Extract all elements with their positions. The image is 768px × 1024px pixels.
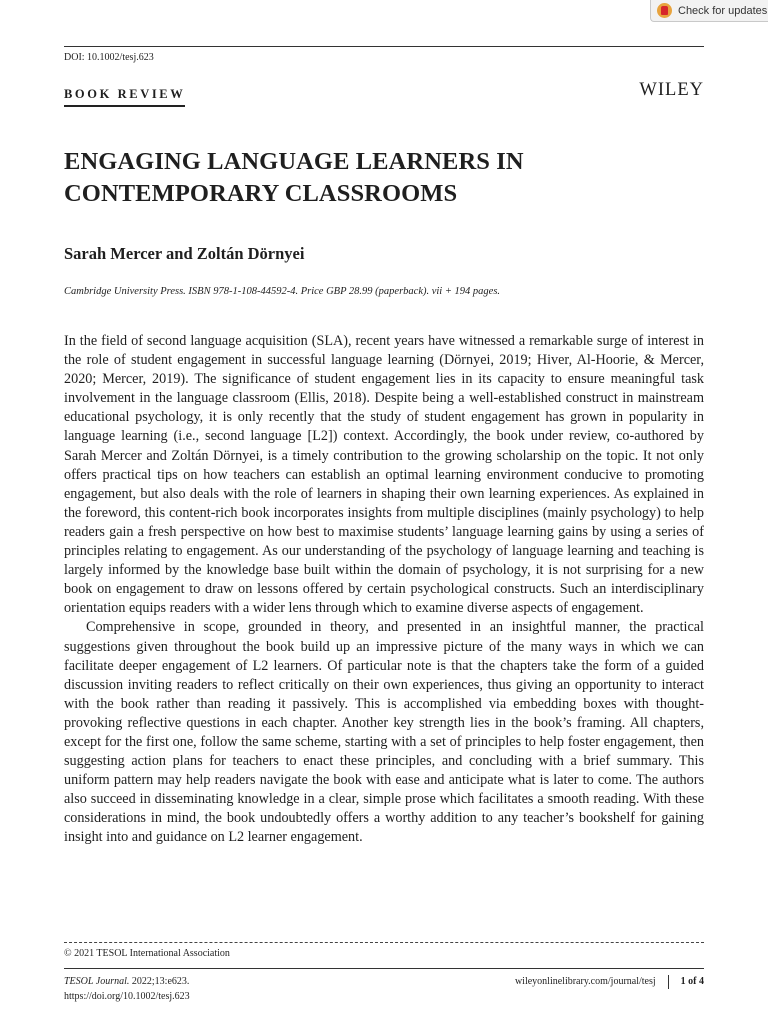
doi: DOI: 10.1002/tesj.623 bbox=[64, 52, 154, 63]
footer-rule bbox=[64, 968, 704, 969]
authors: Sarah Mercer and Zoltán Dörnyei bbox=[64, 244, 305, 263]
journal-name: TESOL Journal. bbox=[64, 976, 130, 987]
section-label: BOOK REVIEW bbox=[64, 87, 185, 107]
article-title: ENGAGING LANGUAGE LEARNERS IN CONTEMPORARY CLASSROOMS bbox=[64, 148, 524, 207]
journal-volume: 2022;13:e623. bbox=[131, 976, 190, 987]
doi-link[interactable]: https://doi.org/10.1002/tesj.623 bbox=[64, 991, 190, 1002]
header-rule bbox=[64, 46, 704, 47]
paragraph: Comprehensive in scope, grounded in theory, and presented in an insightful manner, the practical suggestions given throughout the book build up an impressive picture of the many ways in which we can facilitate deeper engagement of L2 learners. Of particular note is that the chapters take the form of a guided discussion inviting readers to reflect critically on their own experiences, thus giving an opportunity to interact with the book rather than reading it passively. This is accomplished via embedding boxes with thought-provoking reflective questions in each chapter. Another key strength lies in the book’s framing. All chapters, except for the first one, follow the same scheme, starting with a set of principles to help foster engagement, then suggesting action plans for teachers to enact these principles, and concluding with a brief summary. This uniform pattern may help readers navigate the book with ease and anticipate what is later to come. The authors also succeed in disseminating knowledge in a clear, simple prose which facilitates a smooth reading. With these considerations in mind, the book undoubtedly offers a worthy addition to any teacher’s bookshelf for gaining insight into and guidance on L2 learner engagement. bbox=[64, 619, 704, 846]
crossmark-icon bbox=[657, 3, 672, 18]
check-for-updates-badge[interactable] bbox=[650, 0, 768, 22]
paragraph: In the field of second language acquisition (SLA), recent years have witnessed a remarkable surge of interest in the role of student engagement in successful language learning (Dörnyei, 2019; Hiver, Al-Hoorie, & Mercer, 2020; Mercer, 2019). The significance of student engagement lies in its capacity to ensure meaningful task involvement in the language classroom (Ellis, 2018). Despite being a well-established construct in mainstream educational psychology, it is only recently that the study of student engagement has grown in popularity in language learning (i.e., second language [L2]) context. Accordingly, the book under review, co-authored by Sarah Mercer and Zoltán Dörnyei, is a timely contribution to the growing scholarship on the topic. It not only offers practical tips on how teachers can establish an optimal learning environment conducive to promoting engagement, but also deals with the role of learners in shaping their own learning experiences. As explained in the foreword, this content-rich book incorporates insights from multiple disciplines (mainly psychology) to help readers gain a fresh perspective on how best to maximise students’ language learning gains by using a series of principles relating to engagement. As our understanding of the psychology of language learning and teaching is largely informed by the knowledge base built within the domain of psychology, it is not surprising for a new book on engagement to draw on lessons offered by certain psychological constructs. Such an interdisciplinary orientation equips readers with a wider lens through which to examine diverse aspects of engagement. bbox=[64, 333, 704, 617]
copyright: © 2021 TESOL International Association bbox=[64, 948, 230, 959]
citation bbox=[64, 974, 190, 1004]
footer-separator bbox=[668, 975, 669, 989]
article-body bbox=[64, 332, 704, 848]
footnote-divider bbox=[64, 942, 704, 943]
publisher-logo: WILEY bbox=[639, 80, 704, 100]
check-for-updates-label: Check for updates bbox=[678, 4, 768, 17]
journal-site-link[interactable]: wileyonlinelibrary.com/journal/tesj bbox=[514, 976, 656, 987]
book-info: Cambridge University Press. ISBN 978-1-108-44592-4. Price GBP 28.99 (paperback). vii + 194 pages. bbox=[64, 286, 501, 297]
footer-right bbox=[515, 974, 704, 989]
page-number: 1 of 4 bbox=[680, 976, 704, 987]
